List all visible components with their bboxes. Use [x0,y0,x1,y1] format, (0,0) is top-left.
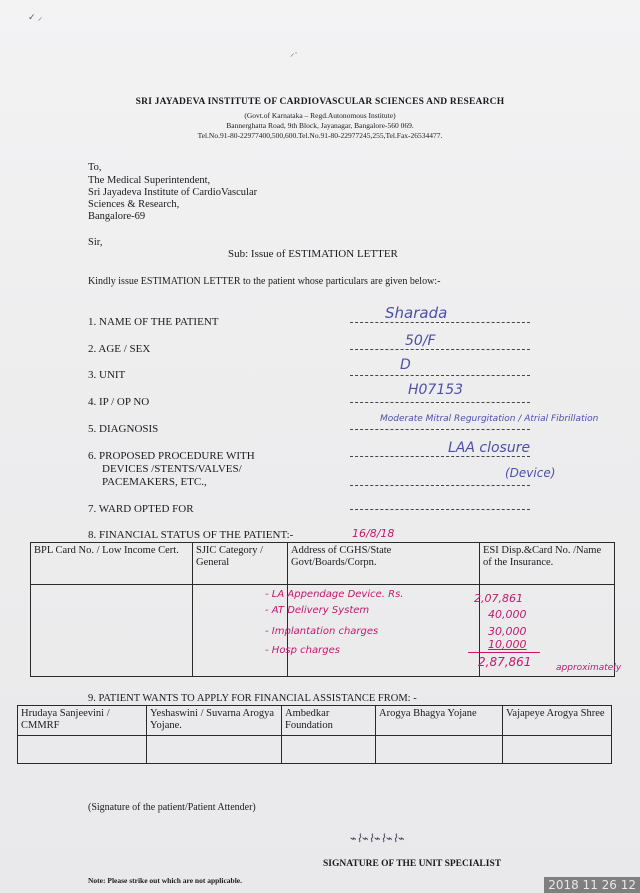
estimate-amount: 30,000 [488,625,527,638]
table-row [18,706,612,736]
table-header: ESI Disp.&Card No. /Name of the Insurance. [480,543,615,585]
estimate-amount: 2,07,861 [474,592,523,605]
field-line [350,456,530,457]
photo-timestamp: 2018 11 26 12 [544,877,640,893]
estimate-item: - AT Delivery System [265,605,370,616]
assistance-option: Arogya Bhagya Yojane [376,706,503,736]
estimate-amount: 10,000 [488,638,527,651]
institute-contact: Tel.No.91-80-22977400,500,600.Tel.No.91-80-22977245,255,Tel.Fax-26534477. [197,131,443,140]
table-cell [31,585,193,677]
age-sex-value: 50/F [405,333,436,349]
subject-line: Sub: Issue of ESTIMATION LETTER [228,248,398,260]
diagnosis-value: Moderate Mitral Regurgitation / Atrial Fibrillation [380,414,599,424]
table-cell [503,736,612,764]
institute-name: SRI JAYADEVA INSTITUTE OF CARDIOVASCULAR SCIENCES AND RESEARCH [135,97,505,107]
field-line [350,349,530,350]
sum-line [468,652,540,653]
field-line [350,322,530,323]
field-line [350,429,530,430]
unit-value: D [400,357,411,373]
specialist-signature-label: SIGNATURE OF THE UNIT SPECIALIST [323,859,502,869]
institute-address: Bannerghatta Road, 9th Block, Jayanagar, Bangalore-560 069. [226,121,414,130]
recipient-line: The Medical Superintendent, [88,175,211,186]
patient-name-value: Sharada [385,304,448,322]
field-line [350,485,530,486]
procedure-value: LAA closure [448,440,531,456]
estimate-item: - Hosp charges [265,645,340,656]
recipient-to: To, [88,162,102,173]
estimate-note: approximately [556,663,622,673]
patient-signature-label: (Signature of the patient/Patient Attender) [88,802,256,813]
field-line [350,509,530,510]
assistance-option: Hrudaya Sanjeevini / CMMRF [18,706,147,736]
table-cell [282,736,376,764]
field-label-procedure: PACEMAKERS, ETC., [102,476,207,488]
procedure-value: (Device) [505,466,556,480]
assistance-table [17,705,612,764]
ip-op-value: H07153 [408,382,464,398]
assistance-option: Vajapeye Arogya Shree [503,706,612,736]
table-header: Address of CGHS/State Govt/Boards/Corpn. [288,543,480,585]
field-label-age: 2. AGE / SEX [88,343,151,355]
scan-mark: ⸝· [290,48,298,58]
table-header: BPL Card No. / Low Income Cert. [31,543,193,585]
salutation: Sir, [88,237,103,248]
institute-subtitle: (Govt.of Karnataka – Regd.Autonomous Institute) [244,111,396,120]
financial-date: 16/8/18 [352,527,395,540]
recipient-line: Bangalore-69 [88,211,146,222]
assistance-title: 9. PATIENT WANTS TO APPLY FOR FINANCIAL ASSISTANCE FROM: - [88,693,417,704]
field-label-ip: 4. IP / OP NO [88,396,150,408]
table-row [18,736,612,764]
field-line [350,402,530,403]
estimate-total: 2,87,861 [478,655,532,669]
field-label-diagnosis: 5. DIAGNOSIS [88,423,159,435]
financial-title: 8. FINANCIAL STATUS OF THE PATIENT:- [88,529,294,541]
assistance-option: Ambedkar Foundation [282,706,376,736]
estimate-item: - Implantation charges [265,626,379,637]
table-header: SJIC Category / General [193,543,288,585]
table-cell [18,736,147,764]
table-cell [147,736,282,764]
scan-mark: ✓ ⸝ [28,12,43,22]
assistance-option: Yeshaswini / Suvarna Arogya Yojane. [147,706,282,736]
field-label-ward: 7. WARD OPTED FOR [88,503,194,515]
specialist-signature-scribble: ⌁⌇⌁⌇⌁⌇⌁⌇⌁ [350,832,405,845]
footer-note: Note: Please strike out which are not applicable. [88,876,243,885]
table-row [31,543,615,585]
field-label-name: 1. NAME OF THE PATIENT [88,316,219,328]
field-label-procedure: 6. PROPOSED PROCEDURE WITH [88,450,255,462]
intro-text: Kindly issue ESTIMATION LETTER to the patient whose particulars are given below:- [88,276,441,287]
field-label-unit: 3. UNIT [88,369,126,381]
estimate-item: - LA Appendage Device. Rs. [265,589,404,600]
field-line [350,375,530,376]
recipient-line: Sciences & Research, [88,199,180,210]
estimate-amount: 40,000 [488,608,527,621]
field-label-procedure: DEVICES /STENTS/VALVES/ [102,463,242,475]
table-cell [376,736,503,764]
recipient-line: Sri Jayadeva Institute of CardioVascular [88,187,258,198]
